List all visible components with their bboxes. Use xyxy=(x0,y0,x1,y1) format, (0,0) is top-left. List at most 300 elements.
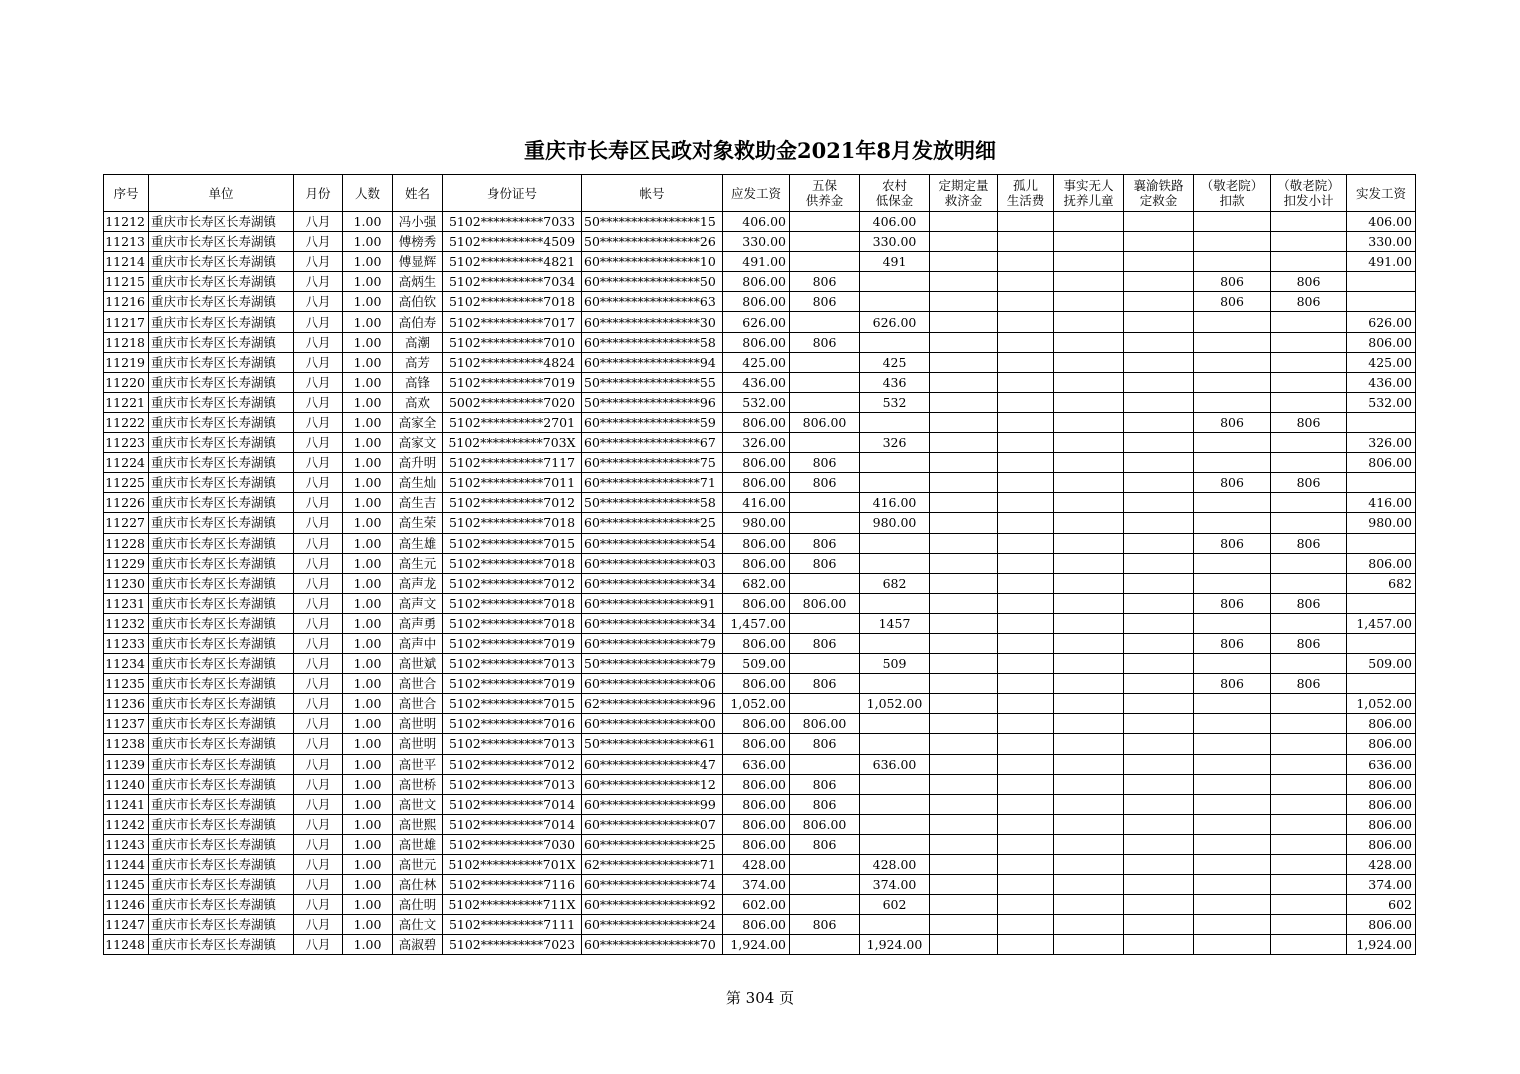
table-cell: 406.00 xyxy=(1347,212,1416,232)
table-cell xyxy=(930,855,998,875)
table-cell: 50****************96 xyxy=(582,392,723,412)
table-cell: 11221 xyxy=(104,392,149,412)
table-row xyxy=(104,915,1416,935)
table-cell: 11216 xyxy=(104,292,149,312)
table-cell: 重庆市长寿区长寿湖镇 xyxy=(149,292,294,312)
column-header: （敬老院） 扣发小计 xyxy=(1271,175,1347,212)
table-cell xyxy=(1054,593,1124,613)
table-cell: 八月 xyxy=(294,794,343,814)
table-cell: 11217 xyxy=(104,312,149,332)
table-cell: 5102**********7011 xyxy=(443,473,582,493)
table-cell: 806 xyxy=(790,453,860,473)
table-cell: 重庆市长寿区长寿湖镇 xyxy=(149,513,294,533)
table-cell: 八月 xyxy=(294,674,343,694)
table-cell xyxy=(1347,533,1416,553)
table-cell xyxy=(1194,212,1271,232)
table-cell xyxy=(1194,232,1271,252)
table-cell: 50****************58 xyxy=(582,493,723,513)
table-cell xyxy=(790,232,860,252)
table-cell xyxy=(1271,352,1347,372)
table-cell: 高欢 xyxy=(393,392,443,412)
table-cell xyxy=(1271,232,1347,252)
table-cell: 1.00 xyxy=(343,814,393,834)
table-cell: 1.00 xyxy=(343,453,393,473)
table-cell: 806 xyxy=(1194,593,1271,613)
table-cell: 416.00 xyxy=(1347,493,1416,513)
table-cell xyxy=(1124,433,1194,453)
table-cell: 5102**********7015 xyxy=(443,694,582,714)
table-cell xyxy=(930,834,998,854)
column-header: 身份证号 xyxy=(443,175,582,212)
table-cell xyxy=(1054,674,1124,694)
table-cell xyxy=(1054,352,1124,372)
table-cell: 1.00 xyxy=(343,915,393,935)
table-cell: 5102**********7018 xyxy=(443,292,582,312)
table-cell xyxy=(860,473,930,493)
table-row xyxy=(104,513,1416,533)
table-cell: 11218 xyxy=(104,332,149,352)
table-cell xyxy=(790,392,860,412)
table-cell: 5102**********7014 xyxy=(443,814,582,834)
table-cell xyxy=(790,875,860,895)
table-cell xyxy=(1271,372,1347,392)
table-cell: 806.00 xyxy=(723,834,790,854)
table-cell: 重庆市长寿区长寿湖镇 xyxy=(149,332,294,352)
table-cell: 高声中 xyxy=(393,633,443,653)
table-cell: 806 xyxy=(790,915,860,935)
table-cell: 八月 xyxy=(294,513,343,533)
table-cell: 1.00 xyxy=(343,372,393,392)
table-cell: 高世元 xyxy=(393,855,443,875)
table-cell: 八月 xyxy=(294,734,343,754)
table-cell xyxy=(930,774,998,794)
table-cell: 509 xyxy=(860,654,930,674)
table-cell: 806.00 xyxy=(723,272,790,292)
table-cell: 八月 xyxy=(294,834,343,854)
column-header: 孤儿 生活费 xyxy=(998,175,1054,212)
table-cell xyxy=(1054,473,1124,493)
table-cell: 806.00 xyxy=(1347,774,1416,794)
table-cell xyxy=(930,533,998,553)
table-cell: 1.00 xyxy=(343,834,393,854)
table-cell: 425.00 xyxy=(1347,352,1416,372)
table-cell: 5102**********7019 xyxy=(443,674,582,694)
table-cell: 八月 xyxy=(294,252,343,272)
table-cell: 806 xyxy=(1194,533,1271,553)
table-cell: 1.00 xyxy=(343,573,393,593)
table-cell xyxy=(930,372,998,392)
table-cell xyxy=(1124,392,1194,412)
table-cell xyxy=(860,412,930,432)
table-cell: 11225 xyxy=(104,473,149,493)
table-cell xyxy=(1347,412,1416,432)
table-cell: 高家文 xyxy=(393,433,443,453)
table-cell: 11223 xyxy=(104,433,149,453)
table-cell: 八月 xyxy=(294,654,343,674)
table-cell: 5102**********7033 xyxy=(443,212,582,232)
table-cell: 806 xyxy=(790,473,860,493)
table-cell: 330.00 xyxy=(723,232,790,252)
table-cell xyxy=(1271,573,1347,593)
table-cell: 11227 xyxy=(104,513,149,533)
table-cell xyxy=(1347,674,1416,694)
table-cell xyxy=(1194,895,1271,915)
table-cell xyxy=(1194,855,1271,875)
table-cell xyxy=(1271,392,1347,412)
table-row xyxy=(104,613,1416,633)
table-cell xyxy=(998,633,1054,653)
table-cell: 806.00 xyxy=(1347,714,1416,734)
table-cell xyxy=(1347,272,1416,292)
table-cell: 高世平 xyxy=(393,754,443,774)
table-cell: 806.00 xyxy=(1347,794,1416,814)
table-cell: 806.00 xyxy=(1347,453,1416,473)
table-cell xyxy=(998,212,1054,232)
table-row xyxy=(104,372,1416,392)
table-cell: 5102**********7018 xyxy=(443,553,582,573)
table-cell: 602.00 xyxy=(723,895,790,915)
table-cell: 11222 xyxy=(104,412,149,432)
table-cell: 11235 xyxy=(104,674,149,694)
table-cell: 重庆市长寿区长寿湖镇 xyxy=(149,814,294,834)
table-cell xyxy=(1054,654,1124,674)
table-cell: 1,924.00 xyxy=(1347,935,1416,955)
table-cell: 高生灿 xyxy=(393,473,443,493)
table-cell: 60****************10 xyxy=(582,252,723,272)
table-cell xyxy=(860,453,930,473)
table-cell: 重庆市长寿区长寿湖镇 xyxy=(149,493,294,513)
table-cell: 八月 xyxy=(294,533,343,553)
table-cell: 重庆市长寿区长寿湖镇 xyxy=(149,875,294,895)
table-cell: 682 xyxy=(1347,573,1416,593)
table-cell xyxy=(1194,754,1271,774)
table-cell: 高世熙 xyxy=(393,814,443,834)
table-cell: 1.00 xyxy=(343,714,393,734)
table-cell xyxy=(1271,332,1347,352)
table-cell xyxy=(790,935,860,955)
table-cell xyxy=(1271,553,1347,573)
table-cell: 806 xyxy=(790,332,860,352)
table-cell: 60****************03 xyxy=(582,553,723,573)
table-cell: 1,924.00 xyxy=(723,935,790,955)
table-cell: 1.00 xyxy=(343,473,393,493)
table-cell: 330.00 xyxy=(1347,232,1416,252)
table-cell: 八月 xyxy=(294,694,343,714)
table-cell: 11224 xyxy=(104,453,149,473)
table-cell xyxy=(1271,433,1347,453)
table-cell xyxy=(1194,372,1271,392)
column-header: （敬老院） 扣款 xyxy=(1194,175,1271,212)
table-cell: 11239 xyxy=(104,754,149,774)
table-cell: 八月 xyxy=(294,573,343,593)
table-cell xyxy=(1054,694,1124,714)
table-cell xyxy=(998,352,1054,372)
table-cell: 60****************58 xyxy=(582,332,723,352)
table-cell xyxy=(1054,754,1124,774)
table-cell: 806 xyxy=(1271,533,1347,553)
table-cell xyxy=(1054,935,1124,955)
table-cell: 806 xyxy=(790,292,860,312)
table-cell: 5102**********7111 xyxy=(443,915,582,935)
table-cell xyxy=(930,654,998,674)
table-cell: 1.00 xyxy=(343,754,393,774)
table-cell: 5102**********7012 xyxy=(443,493,582,513)
table-cell: 傅显辉 xyxy=(393,252,443,272)
table-cell: 50****************79 xyxy=(582,654,723,674)
table-cell xyxy=(998,855,1054,875)
table-cell: 重庆市长寿区长寿湖镇 xyxy=(149,774,294,794)
table-cell: 806.00 xyxy=(790,412,860,432)
table-cell: 5102**********4509 xyxy=(443,232,582,252)
table-cell xyxy=(1124,573,1194,593)
table-cell xyxy=(998,895,1054,915)
table-cell xyxy=(1271,714,1347,734)
table-cell xyxy=(998,875,1054,895)
table-cell: 806.00 xyxy=(1347,834,1416,854)
table-cell xyxy=(860,674,930,694)
table-cell: 532 xyxy=(860,392,930,412)
table-cell: 重庆市长寿区长寿湖镇 xyxy=(149,633,294,653)
table-cell xyxy=(930,613,998,633)
table-cell: 八月 xyxy=(294,392,343,412)
table-cell: 11247 xyxy=(104,915,149,935)
table-body xyxy=(104,212,1416,955)
table-cell: 5102**********2701 xyxy=(443,412,582,432)
table-cell: 重庆市长寿区长寿湖镇 xyxy=(149,654,294,674)
table-cell: 八月 xyxy=(294,915,343,935)
column-header: 帐号 xyxy=(582,175,723,212)
table-cell: 傅榜秀 xyxy=(393,232,443,252)
table-cell xyxy=(1054,855,1124,875)
table-cell: 重庆市长寿区长寿湖镇 xyxy=(149,372,294,392)
table-cell: 1.00 xyxy=(343,232,393,252)
table-cell: 806 xyxy=(1271,412,1347,432)
table-cell xyxy=(1054,232,1124,252)
table-cell xyxy=(1124,533,1194,553)
table-cell xyxy=(1054,292,1124,312)
table-row xyxy=(104,352,1416,372)
table-cell xyxy=(1124,212,1194,232)
table-cell xyxy=(930,694,998,714)
table-cell: 5102**********711X xyxy=(443,895,582,915)
table-cell xyxy=(1054,312,1124,332)
table-cell: 806 xyxy=(1271,633,1347,653)
table-cell: 高生吉 xyxy=(393,493,443,513)
table-cell xyxy=(860,794,930,814)
table-cell xyxy=(998,814,1054,834)
table-cell: 高声勇 xyxy=(393,613,443,633)
table-cell: 60****************06 xyxy=(582,674,723,694)
table-cell xyxy=(1054,895,1124,915)
table-cell: 高淑碧 xyxy=(393,935,443,955)
table-cell: 重庆市长寿区长寿湖镇 xyxy=(149,674,294,694)
table-cell: 八月 xyxy=(294,633,343,653)
table-cell xyxy=(1124,633,1194,653)
table-cell: 491 xyxy=(860,252,930,272)
table-cell: 806.00 xyxy=(723,633,790,653)
table-cell: 602 xyxy=(1347,895,1416,915)
table-row xyxy=(104,392,1416,412)
table-cell: 806 xyxy=(790,794,860,814)
table-cell: 5102**********7018 xyxy=(443,513,582,533)
table-row xyxy=(104,774,1416,794)
table-cell: 5102**********7034 xyxy=(443,272,582,292)
table-cell: 806 xyxy=(1271,674,1347,694)
table-cell: 326 xyxy=(860,433,930,453)
table-cell xyxy=(1054,774,1124,794)
document-title: 重庆市长寿区民政对象救助金2021年8月发放明细 xyxy=(523,138,997,163)
table-cell xyxy=(1194,433,1271,453)
table-cell: 5102**********7012 xyxy=(443,573,582,593)
table-cell: 高世合 xyxy=(393,694,443,714)
table-row xyxy=(104,633,1416,653)
table-cell xyxy=(1194,513,1271,533)
table-cell xyxy=(1054,453,1124,473)
table-row xyxy=(104,694,1416,714)
table-cell xyxy=(1194,312,1271,332)
table-cell: 重庆市长寿区长寿湖镇 xyxy=(149,714,294,734)
table-cell xyxy=(930,573,998,593)
table-cell: 八月 xyxy=(294,774,343,794)
table-cell: 806 xyxy=(1194,292,1271,312)
table-cell: 806 xyxy=(790,553,860,573)
table-cell xyxy=(998,473,1054,493)
table-cell: 806.00 xyxy=(790,593,860,613)
table-cell: 高世雄 xyxy=(393,834,443,854)
table-cell: 八月 xyxy=(294,412,343,432)
table-cell xyxy=(998,292,1054,312)
table-cell xyxy=(998,613,1054,633)
table-cell xyxy=(1194,553,1271,573)
table-cell: 806 xyxy=(1194,633,1271,653)
table-cell: 11214 xyxy=(104,252,149,272)
table-row xyxy=(104,674,1416,694)
table-cell: 1.00 xyxy=(343,774,393,794)
table-cell: 11245 xyxy=(104,875,149,895)
table-cell xyxy=(860,734,930,754)
table-cell: 60****************74 xyxy=(582,875,723,895)
table-cell xyxy=(930,493,998,513)
table-cell: 重庆市长寿区长寿湖镇 xyxy=(149,794,294,814)
table-cell xyxy=(1124,875,1194,895)
table-cell: 八月 xyxy=(294,473,343,493)
table-cell: 重庆市长寿区长寿湖镇 xyxy=(149,553,294,573)
table-cell xyxy=(1271,654,1347,674)
table-cell: 374.00 xyxy=(860,875,930,895)
table-cell xyxy=(930,754,998,774)
table-cell: 806 xyxy=(790,734,860,754)
table-cell xyxy=(1054,272,1124,292)
table-cell: 326.00 xyxy=(723,433,790,453)
table-cell: 806.00 xyxy=(723,533,790,553)
table-cell: 高仕明 xyxy=(393,895,443,915)
table-cell xyxy=(930,352,998,372)
table-cell: 1.00 xyxy=(343,392,393,412)
table-cell: 806.00 xyxy=(723,714,790,734)
table-cell: 5102**********7023 xyxy=(443,935,582,955)
table-cell xyxy=(930,392,998,412)
table-cell xyxy=(1124,895,1194,915)
table-cell: 60****************70 xyxy=(582,935,723,955)
table-cell xyxy=(1194,493,1271,513)
table-cell xyxy=(1194,694,1271,714)
table-cell: 八月 xyxy=(294,754,343,774)
table-cell: 重庆市长寿区长寿湖镇 xyxy=(149,352,294,372)
table-cell: 806.00 xyxy=(1347,332,1416,352)
table-cell: 1,052.00 xyxy=(723,694,790,714)
table-row xyxy=(104,312,1416,332)
table-cell: 5102**********7116 xyxy=(443,875,582,895)
table-cell: 806 xyxy=(1194,674,1271,694)
table-cell xyxy=(790,754,860,774)
table-cell: 636.00 xyxy=(860,754,930,774)
table-cell: 60****************67 xyxy=(582,433,723,453)
table-row xyxy=(104,794,1416,814)
table-cell: 806.00 xyxy=(790,714,860,734)
table-cell xyxy=(1124,453,1194,473)
table-cell: 八月 xyxy=(294,453,343,473)
column-header: 姓名 xyxy=(393,175,443,212)
table-cell: 5002**********7020 xyxy=(443,392,582,412)
table-cell: 八月 xyxy=(294,493,343,513)
column-header: 实发工资 xyxy=(1347,175,1416,212)
table-cell xyxy=(1124,754,1194,774)
table-cell: 1.00 xyxy=(343,734,393,754)
table-cell: 重庆市长寿区长寿湖镇 xyxy=(149,855,294,875)
table-cell xyxy=(1194,573,1271,593)
table-cell: 636.00 xyxy=(723,754,790,774)
table-cell: 1.00 xyxy=(343,694,393,714)
table-cell: 11228 xyxy=(104,533,149,553)
table-cell xyxy=(1347,633,1416,653)
table-row xyxy=(104,895,1416,915)
table-cell: 重庆市长寿区长寿湖镇 xyxy=(149,412,294,432)
table-cell: 八月 xyxy=(294,272,343,292)
table-cell xyxy=(1194,875,1271,895)
table-cell: 八月 xyxy=(294,553,343,573)
table-cell: 高世斌 xyxy=(393,654,443,674)
table-cell: 1.00 xyxy=(343,252,393,272)
table-cell: 1.00 xyxy=(343,212,393,232)
table-cell xyxy=(998,774,1054,794)
table-cell: 高升明 xyxy=(393,453,443,473)
table-cell xyxy=(1054,794,1124,814)
table-cell xyxy=(1124,774,1194,794)
table-cell: 806.00 xyxy=(723,593,790,613)
table-row xyxy=(104,473,1416,493)
table-cell: 1.00 xyxy=(343,412,393,432)
table-row xyxy=(104,533,1416,553)
table-cell: 高生雄 xyxy=(393,533,443,553)
table-cell: 436.00 xyxy=(723,372,790,392)
table-cell xyxy=(930,272,998,292)
table-cell xyxy=(1124,593,1194,613)
table-cell xyxy=(998,513,1054,533)
table-cell: 八月 xyxy=(294,372,343,392)
table-cell: 1.00 xyxy=(343,272,393,292)
table-cell: 806.00 xyxy=(723,794,790,814)
table-cell: 326.00 xyxy=(1347,433,1416,453)
table-cell xyxy=(1271,915,1347,935)
table-cell xyxy=(998,834,1054,854)
table-cell xyxy=(790,352,860,372)
table-cell xyxy=(790,613,860,633)
table-cell: 60****************25 xyxy=(582,834,723,854)
table-cell: 八月 xyxy=(294,875,343,895)
table-cell xyxy=(1054,915,1124,935)
table-cell: 11237 xyxy=(104,714,149,734)
table-cell: 重庆市长寿区长寿湖镇 xyxy=(149,613,294,633)
